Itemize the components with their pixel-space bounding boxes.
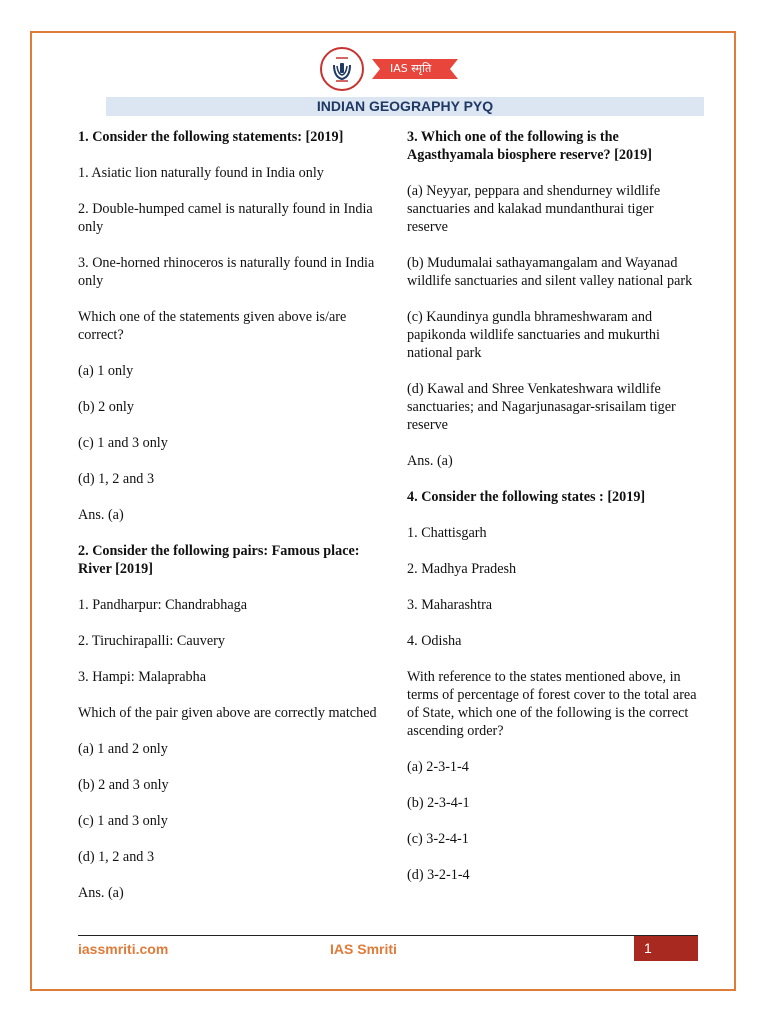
question-line: (b) 2 and 3 only — [78, 777, 169, 793]
question-line: 3. Hampi: Malaprabha — [78, 669, 207, 685]
question-line: Ans. (a) — [407, 453, 453, 469]
question-line: 2. Madhya Pradesh — [407, 561, 517, 577]
question-line: (c) Kaundinya gundla bhrameshwaram and papikonda wildlife sanctuaries and mukurthi national park — [407, 309, 660, 361]
question-line: (a) Neyyar, peppara and shendurney wildlife sanctuaries and kalakad mundanthurai tiger reserve — [407, 183, 661, 235]
logo-text: IAS स्मृति — [390, 62, 432, 75]
question-line: (a) 1 only — [78, 363, 134, 379]
question-line: 3. Maharashtra — [407, 597, 493, 613]
right-column — [407, 128, 697, 902]
logo-emblem-icon — [320, 47, 364, 91]
question-line: 1. Asiatic lion naturally found in India only — [78, 165, 324, 181]
question-line: Ans. (a) — [78, 885, 124, 901]
question-line: 2. Tiruchirapalli: Cauvery — [78, 633, 225, 649]
question-line: 4. Odisha — [407, 633, 462, 649]
question-line: (d) 1, 2 and 3 — [78, 849, 155, 865]
question-line: (b) Mudumalai sathayamangalam and Wayanad wildlife sanctuaries and silent valley national park — [407, 255, 693, 289]
ias-smriti-logo — [320, 47, 460, 93]
question-heading: 1. Consider the following statements: [2019] — [78, 129, 344, 145]
footer-brand: IAS Smriti — [330, 941, 397, 957]
question-heading: 3. Which one of the following is the Agasthyamala biosphere reserve? [2019] — [407, 129, 652, 163]
question-line: (c) 3-2-4-1 — [407, 831, 469, 847]
question-line: (b) 2 only — [78, 399, 134, 415]
question-line: Ans. (a) — [78, 507, 124, 523]
question-line: 1. Chattisgarh — [407, 525, 487, 541]
question-line: 1. Pandharpur: Chandrabhaga — [78, 597, 248, 613]
footer-site-link[interactable]: iassmriti.com — [78, 941, 169, 957]
question-line: (d) 1, 2 and 3 — [78, 471, 155, 487]
question-line: (d) 3-2-1-4 — [407, 867, 470, 883]
question-line: Which of the pair given above are correctly matched — [78, 705, 377, 721]
question-line: With reference to the states mentioned above, in terms of percentage of forest cover to the total area of State, which one of the following is the correct ascending order? — [407, 669, 697, 739]
question-line: (c) 1 and 3 only — [78, 813, 168, 829]
question-line: (a) 1 and 2 only — [78, 741, 168, 757]
page-number-badge: 1 — [634, 936, 698, 961]
question-line: 3. One-horned rhinoceros is naturally found in India only — [78, 255, 375, 289]
left-column — [78, 128, 378, 920]
question-line: 2. Double-humped camel is naturally found in India only — [78, 201, 373, 235]
logo-ribbon — [372, 59, 458, 79]
footer-divider — [78, 935, 698, 936]
page-title: INDIAN GEOGRAPHY PYQ — [106, 97, 704, 116]
question-line: (d) Kawal and Shree Venkateshwara wildlife sanctuaries; and Nagarjunasagar-srisailam tiger reserve — [407, 381, 676, 433]
question-heading: 2. Consider the following pairs: Famous place: River [2019] — [78, 543, 360, 577]
question-heading: 4. Consider the following states : [2019] — [407, 489, 646, 505]
question-line: (a) 2-3-1-4 — [407, 759, 469, 775]
question-line: (c) 1 and 3 only — [78, 435, 168, 451]
question-line: Which one of the statements given above is/are correct? — [78, 309, 347, 343]
question-line: (b) 2-3-4-1 — [407, 795, 470, 811]
